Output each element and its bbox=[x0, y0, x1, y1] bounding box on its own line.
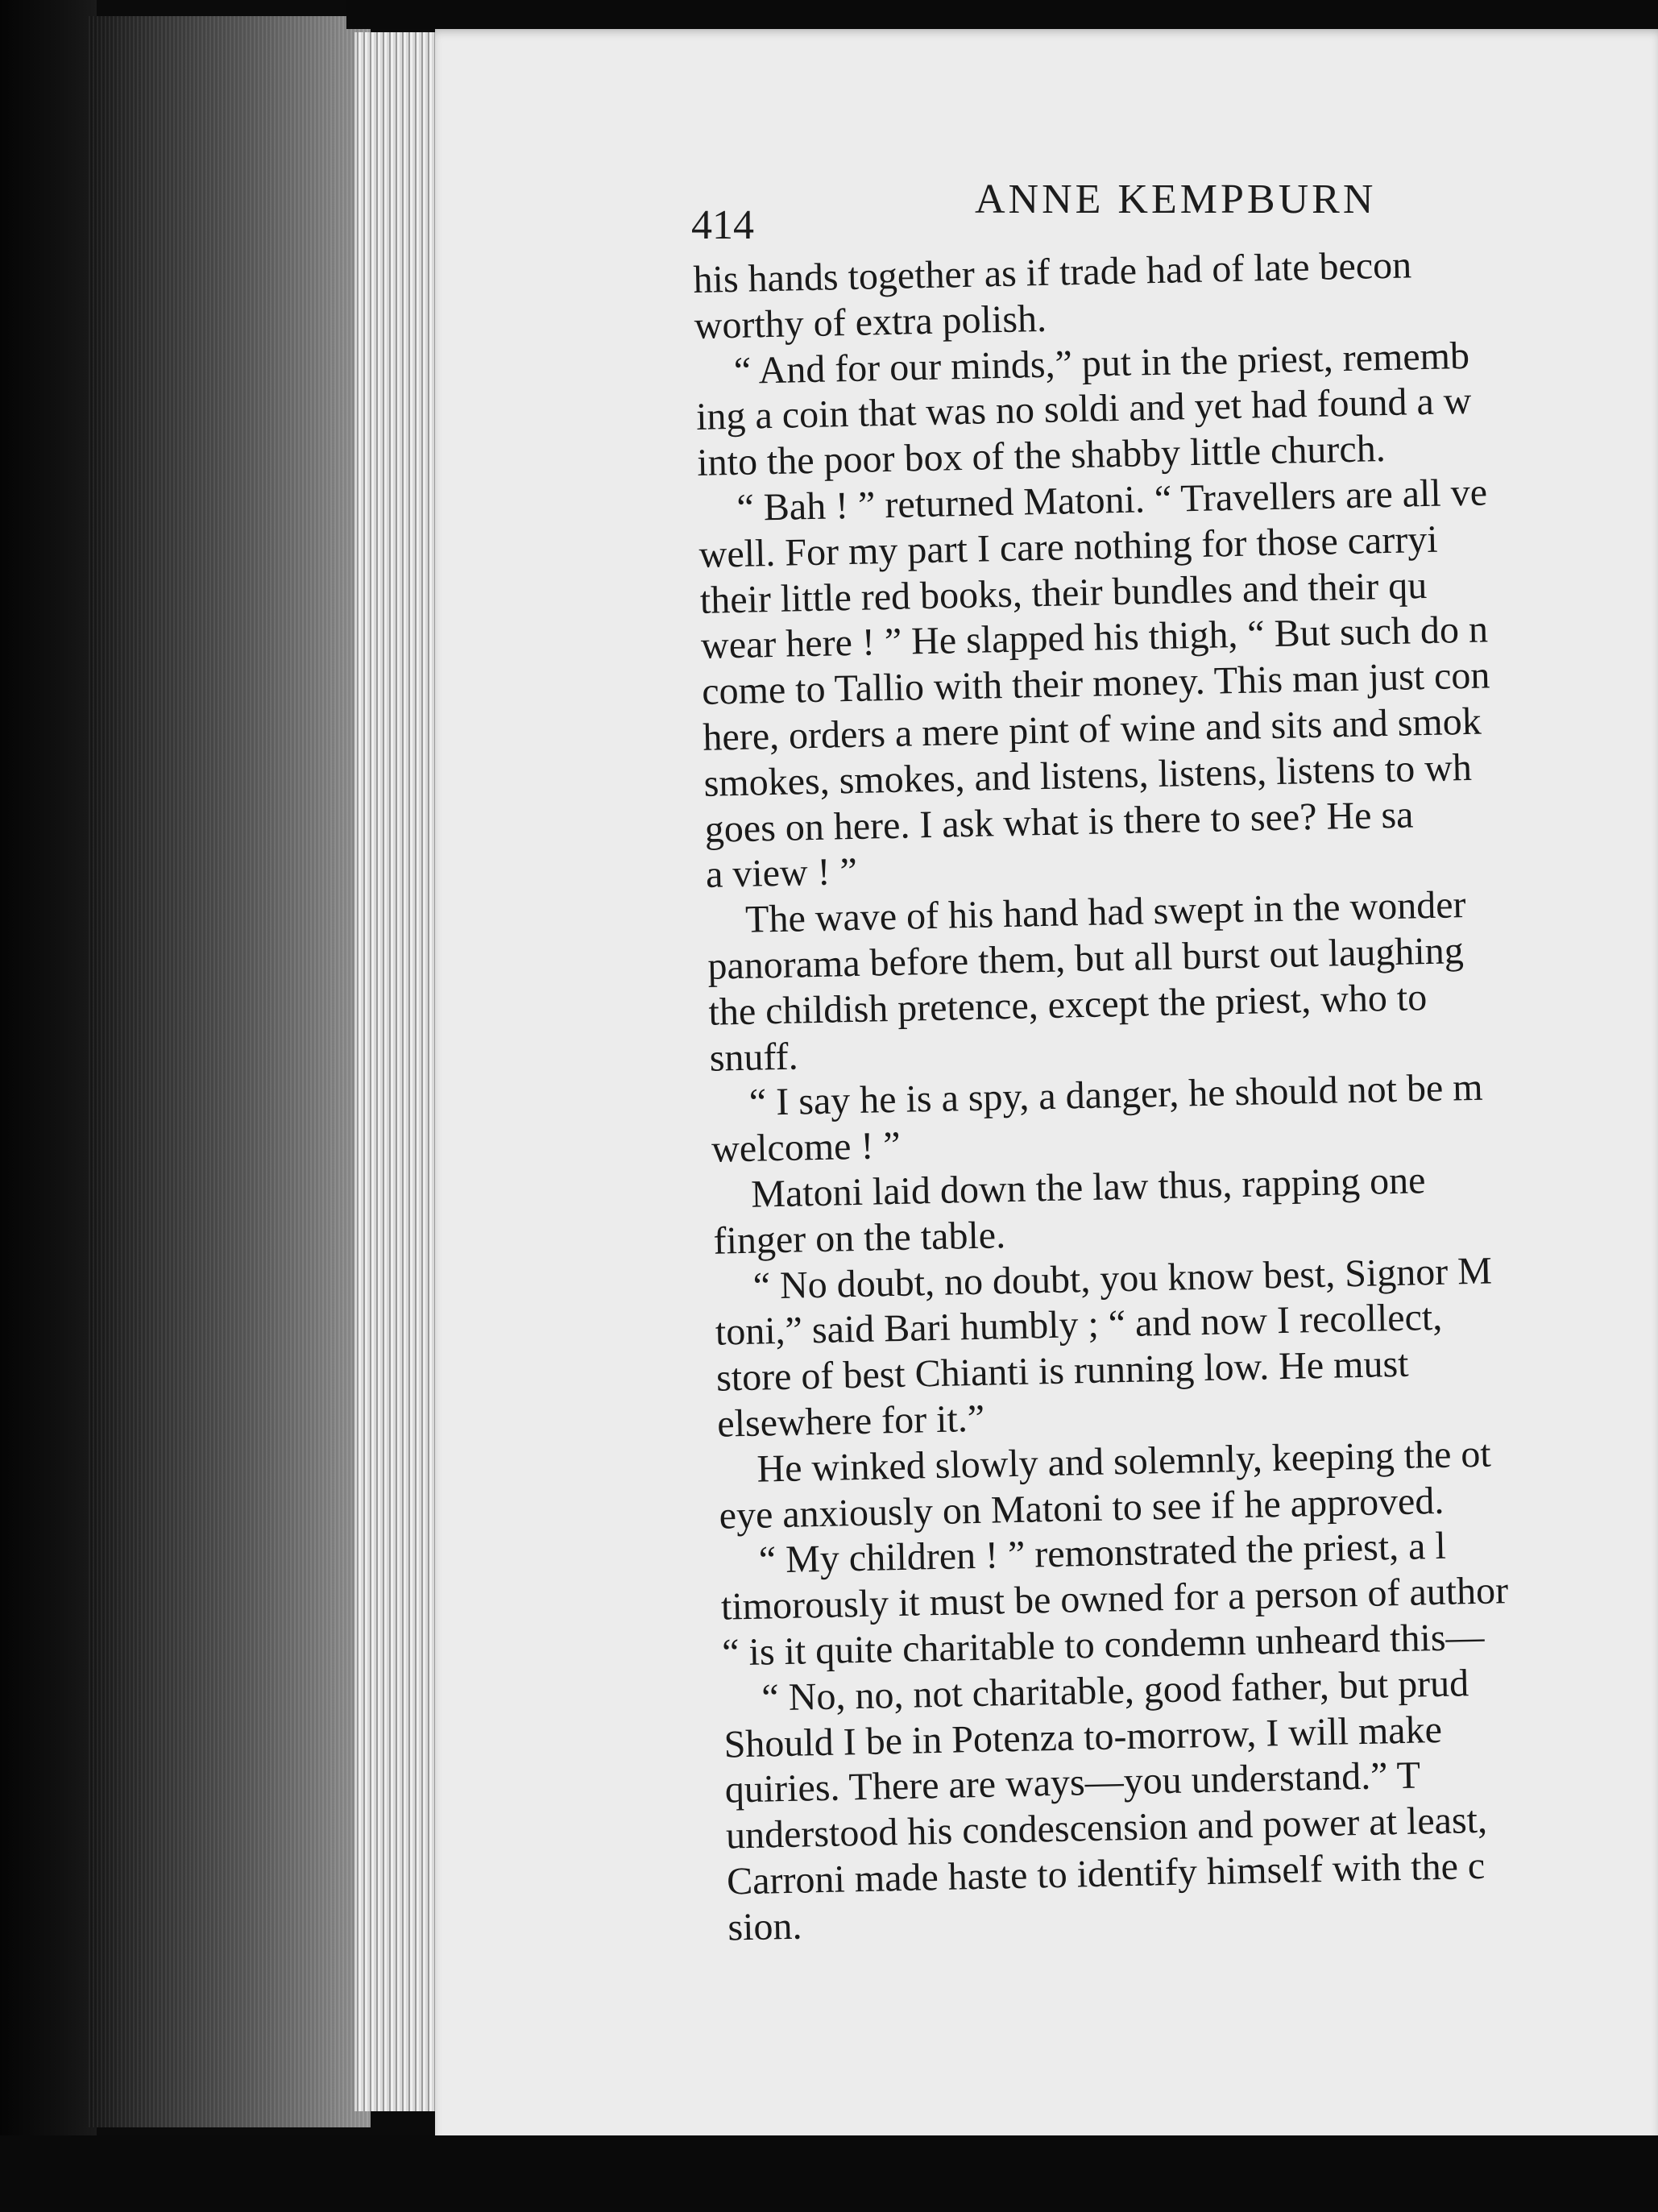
text-line: “ And for our minds,” put in the priest, rememb bbox=[733, 334, 1470, 392]
text-line: snuff. bbox=[709, 1035, 799, 1080]
scan-background bbox=[0, 0, 97, 2212]
scan-top-border bbox=[346, 0, 1658, 29]
scan-bottom-border bbox=[0, 2135, 1658, 2212]
book-page-block-left bbox=[89, 16, 371, 2127]
text-line: timorously it must be owned for a person of author bbox=[720, 1569, 1509, 1629]
text-line: Carroni made haste to identify himself with the c bbox=[726, 1844, 1486, 1903]
text-line: goes on here. I ask what is there to see? He sa bbox=[704, 792, 1414, 851]
running-head-title: ANNE KEMPBURN bbox=[975, 176, 1377, 222]
text-line: store of best Chianti is running low. He must bbox=[715, 1342, 1409, 1400]
text-line: The wave of his hand had swept in the wonder bbox=[744, 883, 1466, 941]
text-line: here, orders a mere pint of wine and sits and smok bbox=[702, 699, 1482, 759]
page-number: 414 bbox=[691, 202, 754, 248]
text-line: “ No doubt, no doubt, you know best, Signor M bbox=[752, 1249, 1493, 1308]
text-line: quiries. There are ways—you understand.” T bbox=[724, 1753, 1421, 1812]
text-line: a view ! ” bbox=[705, 850, 858, 897]
text-line: come to Tallio with their money. This man just con bbox=[701, 654, 1490, 714]
text-line: Should I be in Potenza to-morrow, I will make bbox=[723, 1708, 1443, 1766]
text-line: “ My children ! ” remonstrated the priest, a l bbox=[758, 1525, 1447, 1582]
text-line: “ Bah ! ” returned Matoni. “ Travellers are all ve bbox=[736, 471, 1488, 529]
text-line: panorama before them, but all burst out laughing bbox=[707, 929, 1465, 988]
text-line: his hands together as if trade had of late becon bbox=[693, 243, 1412, 301]
text-line: welcome ! ” bbox=[711, 1123, 902, 1171]
text-line: their little red books, their bundles and their qu bbox=[699, 563, 1428, 622]
text-line: “ is it quite charitable to condemn unheard this— bbox=[721, 1615, 1486, 1675]
text-line: smokes, smokes, and listens, listens, listens to wh bbox=[703, 745, 1473, 805]
text-line: well. For my part I care nothing for those carryi bbox=[698, 517, 1439, 576]
text-line: elsewhere for it.” bbox=[716, 1397, 985, 1446]
text-line: “ No, no, not charitable, good father, but prud bbox=[761, 1661, 1469, 1720]
text-line: into the poor box of the shabby little church. bbox=[696, 427, 1387, 485]
text-line: worthy of extra polish. bbox=[694, 297, 1047, 347]
text-line: toni,” said Bari humbly ; “ and now I recollect, bbox=[715, 1296, 1443, 1355]
text-line: finger on the table. bbox=[712, 1213, 1006, 1263]
text-line: sion. bbox=[727, 1904, 802, 1949]
text-line: ing a coin that was no soldi and yet had found a w bbox=[695, 380, 1472, 439]
body-text bbox=[693, 236, 1658, 1951]
text-line: eye anxiously on Matoni to see if he approved. bbox=[719, 1479, 1445, 1538]
text-line: Matoni laid down the law thus, rapping one bbox=[750, 1159, 1426, 1216]
text-line: “ I say he is a spy, a danger, he should not be m bbox=[748, 1066, 1484, 1125]
running-head bbox=[693, 176, 1658, 223]
text-line: the childish pretence, except the priest, who to bbox=[708, 975, 1428, 1034]
text-line: He winked slowly and solemnly, keeping the ot bbox=[756, 1432, 1492, 1491]
text-line: understood his condescension and power at least, bbox=[725, 1798, 1488, 1857]
page-edges bbox=[354, 32, 443, 2111]
text-line: wear here ! ” He slapped his thigh, “ But such do n bbox=[700, 608, 1489, 668]
